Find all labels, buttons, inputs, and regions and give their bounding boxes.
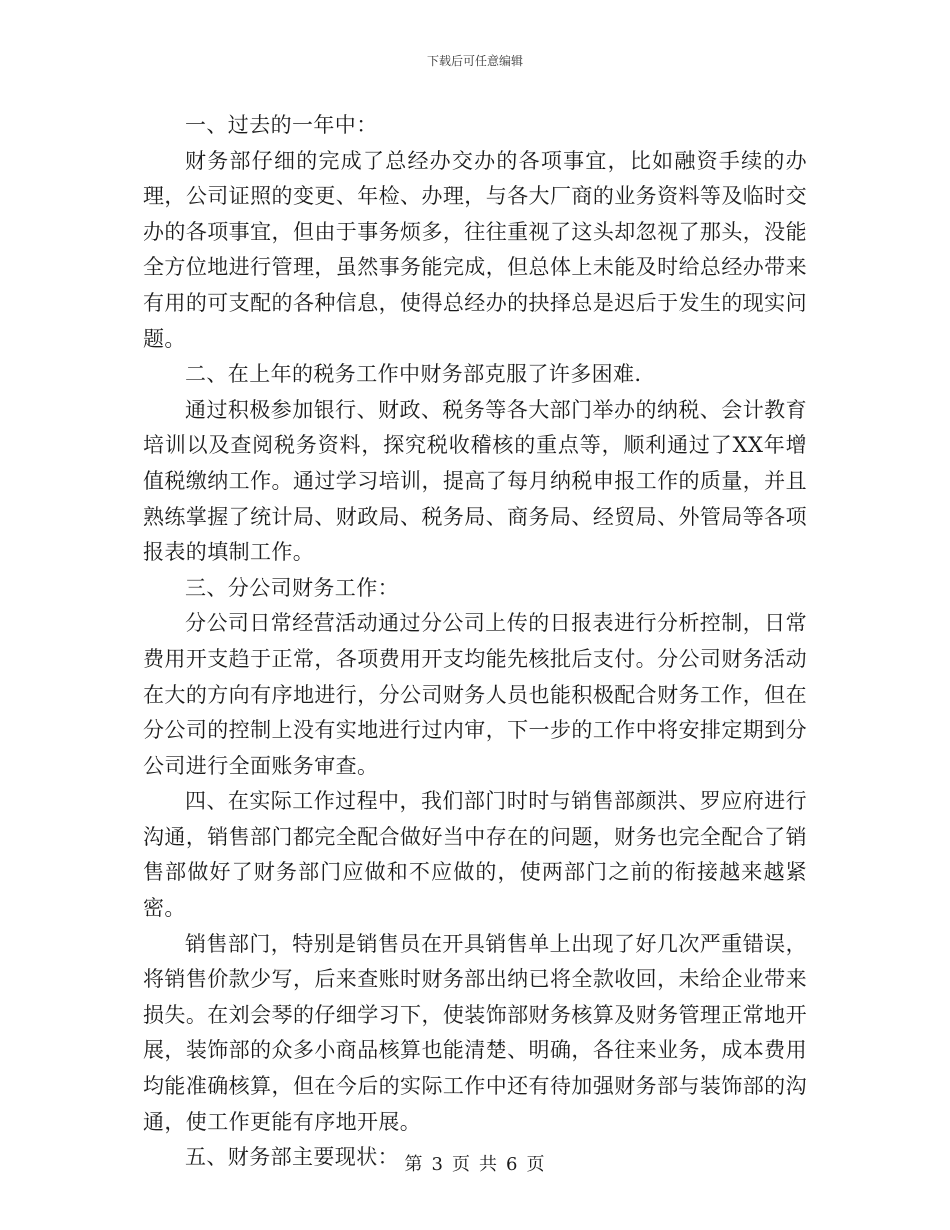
current-page-number: 3 <box>431 1154 444 1175</box>
section-heading-4: 四、在实际工作过程中，我们部门时时与销售部颜洪、罗应府进行沟通，销售部门都完全配合做好当中存在的问题，财务也完全配合了销售部做好了财务部门应做和不应做的，使两部门之前的衔接越来越紧密。 <box>143 789 807 921</box>
footer-label-gong: 共 <box>479 1154 498 1175</box>
footer-label-ye-2: 页 <box>526 1154 546 1175</box>
body-paragraph: 财务部仔细的完成了总经办交办的各项事宜，比如融资手续的办理，公司证照的变更、年检、办理，与各大厂商的业务资料等及临时交办的各项事宜，但由于事务烦多，往往重视了这头却忽视了那头，没能全方位地进行管理，虽然事务能完成，但总体上未能及时给总经办带来有用的可支配的各种信息，使得总经办的抉择总是迟后于发生的现实问题。 <box>143 148 807 351</box>
section-heading-2: 二、在上年的税务工作中财务部克服了许多困难. <box>185 362 642 387</box>
document-body <box>143 108 807 1176</box>
section-heading-3: 三、分公司财务工作： <box>185 575 399 600</box>
total-page-count: 6 <box>506 1154 519 1175</box>
page-footer <box>0 1153 950 1177</box>
section-heading-5: 五、财务部主要现状： <box>185 1145 399 1170</box>
body-paragraph: 通过积极参加银行、财政、税务等各大部门举办的纳税、会计教育培训以及查阅税务资料，探究税收稽核的重点等，顺利通过了XX年增值税缴纳工作。通过学习培训，提高了每月纳税申报工作的质量，并且熟练掌握了统计局、财政局、税务局、商务局、经贸局、外管局等各项报表的填制工作。 <box>143 397 807 565</box>
body-paragraph: 销售部门，特别是销售员在开具销售单上出现了好几次严重错误，将销售价款少写，后来查账时财务部出纳已将全款收回，未给企业带来损失。在刘会琴的仔细学习下，使装饰部财务核算及财务管理正常地开展，装饰部的众多小商品核算也能清楚、明确，各往来业务，成本费用均能准确核算，但在今后的实际工作中还有待加强财务部与装饰部的沟通，使工作更能有序地开展。 <box>143 931 807 1134</box>
footer-label-ye: 页 <box>452 1154 471 1175</box>
page-header: 下载后可任意编辑 <box>426 54 523 68</box>
body-paragraph: 分公司日常经营活动通过分公司上传的日报表进行分析控制，日常费用开支趋于正常，各项费用开支均能先核批后支付。分公司财务活动在大的方向有序地进行，分公司财务人员也能积极配合财务工作，但在分公司的控制上没有实地进行过内审，下一步的工作中将安排定期到分公司进行全面账务审查。 <box>143 611 807 778</box>
section-heading-1: 一、过去的一年中： <box>185 113 378 137</box>
footer-label-di: 第 <box>404 1154 424 1175</box>
